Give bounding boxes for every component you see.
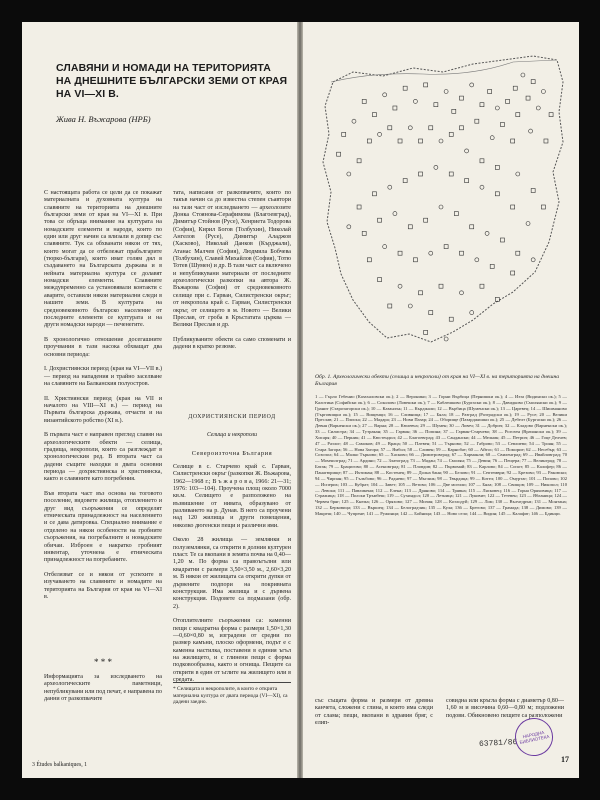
map-site-marker [500, 123, 504, 127]
map-site-marker [439, 139, 443, 143]
map-site-marker [383, 93, 387, 97]
map-site-marker [475, 258, 479, 262]
map-site-marker [403, 86, 407, 90]
map-site-marker [403, 179, 407, 183]
map-site-marker [413, 99, 417, 103]
map-site-marker [444, 90, 448, 94]
map-site-marker [419, 139, 423, 143]
map-site-marker [459, 126, 463, 130]
map-site-marker [413, 258, 417, 262]
map-site-marker [449, 132, 453, 136]
map-site-marker [367, 139, 371, 143]
map-site-marker [449, 317, 453, 321]
article-title: СЛАВЯНИ И НОМАДИ НА ТЕРИТОРИЯТА НА ДНЕШНИТЕ БЪЛГАРСКИ ЗЕМИ ОТ КРАЯ НА VI—XI В. [56, 62, 288, 100]
map-site-marker [444, 245, 448, 249]
map-site-marker [419, 291, 423, 295]
shelf-mark: 63781/86 [478, 738, 518, 749]
map-site-marker [372, 113, 376, 117]
map-site-marker [470, 311, 474, 315]
map-of-bulgaria [313, 42, 569, 372]
map-site-marker [362, 231, 366, 235]
map-site-marker [378, 132, 382, 136]
map-site-marker [531, 189, 535, 193]
map-site-marker [352, 119, 356, 123]
map-site-marker [495, 192, 499, 196]
map-site-marker [424, 330, 428, 334]
map-site-marker [378, 278, 382, 282]
map-site-marker [506, 99, 510, 103]
map-site-marker [516, 113, 520, 117]
map-site-marker [347, 172, 351, 176]
map-site-marker [424, 218, 428, 222]
map-site-marker [434, 165, 438, 169]
map-site-marker [480, 159, 484, 163]
map-site-marker [521, 73, 525, 77]
map-site-marker [490, 136, 494, 140]
map-site-marker [511, 139, 515, 143]
map-site-marker [408, 225, 412, 229]
figure-legend: 1 — Гърло Гебенио (Казахаловски ок.); 2 — Вероники; 3 — Горни Върбица (Пернишки ок.); 4 — Изза (Видински ок.); 5 — Калотина (Софийски ок.); 6 — Соколово (Ловешки ок.); 7 — Каблешково (Бургаски ок.); 8 — Давидково (Смолянски ок.); 9 — Гранит (Старозагорски ок.); 10 — Казанлък; 11 — Кърджали; 12 — Върбица (Шуменски ок.); 13 — Царевец; 14 — Шишманово (Търговищки ок.); 15 — Вищенци; 16 — Сливница; 17 — Бяла; 18 — Разград (Разградски ок.); 19 — Русе; 20 — Велики Преслав; 21 — Плиска; 22 — Мадара; 23 — Нови Пазар; 24 — Оборище (Пазарджишки ок.); 25 — Дебелт (Бургаски ок.); 26 — Девня (Варненски ок.); 27 — Варна; 28 — Кюлевча; 29 — Шумен; 30 — Ловеч; 31 — Добрич; 32 — Кладово (Варненски ок.); 33 — Силистра; 34 — Тутракан; 35 — Гарван; 36 — Попина; 37 — Гарван-Старчево; 38 — Рогозен (Врачански ок.); 39 — Хисаря; 40 — Перник; 41 — Кюстендил; 42 — Благоевград; 43 — Сандански; 44 — Мелник; 45 — Петрич; 46 — Гоце Делчев; 47 — Разлог; 48 — Самоков; 49 — Враца; 50 — Плевен; 51 — Търново; 52 — Габрово; 53 — Севлиево; 54 — Троян; 55 — Стара Загора; 56 — Нова Загора; 57 — Ямбол; 58 — Сливен; 59 — Карнобат; 60 — Айтос; 61 — Поморие; 62 — Несебър; 63 — Созопол; 64 — Малко Търново; 65 — Хасково; 66 — Димитровград; 67 — Харманли; 68 — Свиленград; 69 — Ивайловград; 70 — Момчилград; 71 — Ардино; 72 — Златоград; 73 — Мадан; 74 — Смолян; 75 — Девин; 76 — Пещера; 77 — Велинград; 78 — Батак; 79 — Брацигово; 80 — Асеновград; 81 — Пловдив; 82 — Първомай; 83 — Карлово; 84 — Сопот; 85 — Калофер; 86 — Панагюрище; 87 — Ихтиман; 88 — Костенец; 89 — Долна баня; 90 — Белово; 91 — Септември; 92 — Брезово; 93 — Раковски; 94 — Чирпан; 95 — Гълъбово; 96 — Раднево; 97 — Мъглиж; 98 — Твърдица; 99 — Котел; 100 — Омуртаг; 101 — Попово; 102 — Исперих; 103 — Кубрат; 104 — Завет; 105 — Ветово; 106 — Две могили; 107 — Бяла; 108 — Свищов; 109 — Никопол; 110 — Левски; 111 — Павликени; 112 — Елена; 113 — Дряново; 114 — Трявна; 115 — Лясковец; 116 — Горна Оряховица; 117 — Стражица; 118 — Полски Тръмбеш; 119 — Сухиндол; 120 — Летница; 121 — Луковит; 122 — Тетевен; 123 — Ябланица; 124 — Червен бряг; 125 — Кнежа; 126 — Оряхово; 127 — Мизия; 128 — Козлодуй; 129 — Лом; 130 — Вълчедръм; 131 — Монтана; 132 — Берковица; 133 — Вършец; 134 — Белоградчик; 135 — Кула; 136 — Брегово; 137 — Грамада; 138 — Димово; 139 — Макреш; 140 — Чупрене; 141 — Ружинци; 142 — Бойница; 143 — Ново село; 144 — Видин; 145 — Калафат; 146 — Бдинци. [315, 394, 567, 516]
map-site-marker [465, 179, 469, 183]
text-column-1: С настоящата работа се цели да се покажат материалната и духовната култура на славяните на територията на днешните български земи от края на VI—XI в. При това се обръща внимание на културата на номадските елементи и народи, които по един или друг начин са влизали в допир със славяните. Тук са обхванати някои от тях, които могат да се отбележат прабългарите (тюрко-българи), които имат голям дял в създаването на Българската държава и в нейната материална култура се долавят номадски елементи. Славяните междувременно са установявали контакти с аварите, оставили някои материални следи в нашите земи. В културата на средновековното българско население от последните елементи се културата и на други номадски народи — печенегите. В хронологично отношение досегашните проучвания в тази насока обхващат два основни периода: I. Дохристиянски период (края на VI—VII в.) — период на нападения и трайно заселване на славяните на Балканския полуостров. II. Християнски период (края на VII и началото на VIII—XI в.) — период на Първата българска държава, отчасти и на византийското робство (XI в.). В първата част е направен преглед славян на археологическите обекти — селища, градища, некрополи, които са разглеждат в хронологическия ред. В втората част са дадени същите находки в двата основни периода — дохристиянска и християнска, както и славяните като погребения. Във втората част въз основа на тоговото поселение, видовете жилища, отоплението и друг вид съоръжения се определят етническата принадлежност на населението и се дава датировка. Специално внимание е отделено на някои особености на гробните съоръжения, на погребалните и номадските обичаи. Изброен е накратко гробният инвентар, уточнена е етническата принадлежност на погребаните. Отбелязват се и някои от успехите в изучаването на славяните и номадите на територията на България от края на VI—XI в. [44, 190, 162, 600]
region-heading: Североизточна България [191, 450, 273, 457]
map-site-marker [424, 83, 428, 87]
map-site-marker [429, 311, 433, 315]
text-column-2: тата, написани от разкопвачите, които по такъв начин са до известна степен съавтори на тази част от изследването — археолозите Донка Стоянова-Серафимова (Благоевград), Димитър Стойнов (Русе), Хенриета Тодорова (София), Кирил Богов (Толбухин), Николай Ангелов (Русе), Димитър Аладжов (Хасково), Николай Данков (Кърджали), Атанас Малчев (София), Людмила Бобчева (Толбухин), Славей Михайлов (София), Тотю Тотев (Шумен) и др. В тази част са включено и непубликувани материали от последните археологически разкопки на автора Ж. Въжарова (София) от средновековното селище при с. Гарван, Силистренски окръг; от некропола край с. Гарван, Силистренски окръг, от селището в м. Новото — Велики Преслав, от гроба в Кръстатата църква — Велики Преслав и др. Публикуваните обекти са само споменати и дадени в кратко резюме. [173, 190, 291, 351]
map-site-marker [490, 264, 494, 268]
map-site-marker [495, 165, 499, 169]
map-site-marker [516, 251, 520, 255]
right-page [303, 22, 579, 778]
figure-caption: Обр. 1. Археологически обекти (селища и некрополи) от края на VI—XI в. на територията на днешна България [315, 374, 560, 387]
map-site-marker [454, 212, 458, 216]
map-site-marker [388, 185, 392, 189]
map-site-marker [536, 106, 540, 110]
map-site-marker [337, 152, 341, 156]
map-site-marker [393, 106, 397, 110]
map-site-marker [511, 271, 515, 275]
stamp-text: НАРОДНА БИБЛИОТЕКА [519, 729, 550, 746]
map-site-marker [459, 251, 463, 255]
map-outline [323, 56, 563, 342]
map-site-marker [470, 83, 474, 87]
map-site-marker [549, 113, 553, 117]
article-author: Жива Н. Въжарова (НРБ) [56, 114, 151, 124]
map-site-markers [337, 73, 553, 341]
map-site-marker [388, 304, 392, 308]
text-column-1-end: Информацията за изследването на археологическите паметници, непубликувани или под печат, е направена по данни от разкопвачите [44, 674, 162, 703]
map-site-marker [388, 126, 392, 130]
section-heading: ДОХРИСТИЯНСКИ ПЕРИОД [188, 414, 276, 420]
map-site-marker [383, 245, 387, 249]
map-site-marker [408, 126, 412, 130]
map-site-marker [495, 297, 499, 301]
map-site-marker [526, 96, 530, 100]
map-site-marker [362, 99, 366, 103]
map-site-marker [429, 126, 433, 130]
map-site-marker [439, 284, 443, 288]
map-site-marker [531, 258, 535, 262]
footnote: * Селищата и некрополите, в които е открита материална култура от двата периода (VI—XI), са дадени заедно. [173, 682, 291, 706]
map-site-marker [357, 159, 361, 163]
section-separator: * * * [94, 657, 112, 667]
map-site-marker [372, 192, 376, 196]
map-site-marker [459, 291, 463, 295]
map-site-marker [480, 185, 484, 189]
running-footer: 3 Études balkaniques, 1 [32, 762, 88, 768]
danube-river [331, 60, 557, 82]
map-site-marker [419, 172, 423, 176]
map-site-marker [429, 251, 433, 255]
right-text-column-2: совидна или кръгла форма с диаметър 0,80—1,60 м и височина 0,60—0,80 м; подложени подови. Обикновено пещите са разположени [446, 698, 564, 719]
map-site-marker [480, 103, 484, 107]
right-text-column-1: със същата форма и размери от древна канчета, сложени с глина, в които има следи от слама; пещи, вкопани в здравия бряг, с елип- [315, 698, 433, 727]
map-site-marker [513, 86, 517, 90]
map-site-marker [357, 205, 361, 209]
map-site-marker [444, 337, 448, 341]
map-site-marker [452, 109, 456, 113]
map-site-marker [541, 205, 545, 209]
map-site-marker [544, 139, 548, 143]
map-site-marker [347, 225, 351, 229]
library-stamp [511, 714, 556, 759]
map-site-marker [378, 218, 382, 222]
map-site-marker [495, 106, 499, 110]
map-site-marker [342, 132, 346, 136]
map-site-marker [526, 222, 530, 226]
map-site-marker [408, 304, 412, 308]
sub-heading: Селища и некрополи [206, 432, 257, 438]
map-site-marker [459, 96, 463, 100]
map-site-marker [449, 172, 453, 176]
map-site-marker [511, 205, 515, 209]
text-column-2-body: Селище в с. Старчево край с. Гарван, Силистренски окръг (разкопки Ж. Въжарова, 1962—1968 г.; В ъ ж а р о в а, 1966: 21—31; 1976: 103—104). Проучена площ около 7000 кв.м. Селището е разположено на възвишение от нивата, образувано от разливането на р. Дунав. В него са проучени над 120 жилища и други помещения, няколко дюгенски пещи и различни ями. Около 28 жилища — землянки и полуземлянки, са открити в долния културен пласт. Те са вкопани в земята почва на 0,40—1,20 м. По форма са правоъгълни или квадратни с размери 3,50×3,50 м., 2,60×3,20 м. В някои от жилищата са открити дупки от дървените подпори на покривната конструкция. Има жилища и с дървена конструкция. Подовете са подмазани (обр. 2). Отоплителните съоръжения са: каменни пещи с квадратна форма с размери 1,50×1,30—0,60×0,80 м, изградени от средни по размер камъни, плоско оформени, подът е с каменна настилка, поставени в единия ъгъл на жилището, и с глинени пещи с форма подковообразна, както и огнища. Пещите са открити в един от ъглите на жилището или в средата. [173, 464, 291, 683]
map-site-marker [529, 129, 533, 133]
map-site-marker [367, 258, 371, 262]
map-site-marker [488, 90, 492, 94]
map-site-marker [439, 205, 443, 209]
map-site-marker [470, 225, 474, 229]
left-page [22, 22, 297, 778]
map-site-marker [393, 212, 397, 216]
map-site-marker [485, 231, 489, 235]
map-site-marker [398, 251, 402, 255]
map-site-marker [434, 103, 438, 107]
map-site-marker [516, 172, 520, 176]
map-site-marker [398, 139, 402, 143]
map-site-marker [531, 80, 535, 84]
map-site-marker [480, 284, 484, 288]
map-site-marker [500, 238, 504, 242]
map-site-marker [475, 119, 479, 123]
map-site-marker [541, 90, 545, 94]
map-site-marker [465, 149, 469, 153]
page-number: 17 [561, 755, 569, 764]
map-site-marker [398, 284, 402, 288]
